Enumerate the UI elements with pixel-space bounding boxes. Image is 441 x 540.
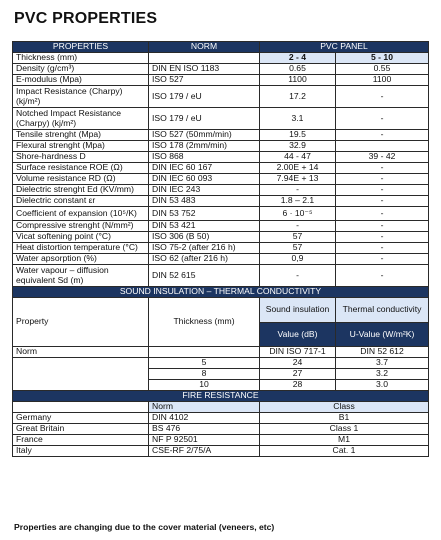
- table-row: Density (g/cm³) DIN EN ISO 1183 0.65 0.55: [13, 64, 429, 75]
- table-row: Tensile strenght (Mpa) ISO 527 (50mm/min) 19.5 -: [13, 130, 429, 141]
- table-row: Impact Resistance (Charpy) (kj/m²) ISO 179 / eU 17.2 -: [13, 86, 429, 108]
- table-row: Heat distortion temperature (°C) ISO 75-2 (after 216 h) 57 -: [13, 243, 429, 254]
- thickness-col1: 2 - 4: [260, 53, 336, 64]
- fire-class-label: Class: [260, 402, 429, 413]
- footnote: Properties are changing due to the cover material (veneers, etc): [14, 522, 275, 532]
- table-row: Coefficient of expansion (10⁵/K) DIN 53 752 6 · 10⁻⁵ -: [13, 207, 429, 221]
- thermal-conductivity-label: Thermal conductivity: [336, 298, 429, 323]
- sound-header-row: [13, 298, 429, 323]
- table-row: France NF P 92501 M1: [13, 435, 429, 446]
- table-row: Water apsorption (%) ISO 62 (after 216 h) 0,9 -: [13, 254, 429, 265]
- thermal-uvalue-label: U-Value (W/m²K): [336, 323, 429, 347]
- table-row: Vicat softening point (°C) ISO 306 (B 50) 57 -: [13, 232, 429, 243]
- table-row: 5 24 3.7: [13, 358, 429, 369]
- fire-section-header: FIRE RESISTANCE: [13, 391, 429, 402]
- sound-insulation-label: Sound insulation: [260, 298, 336, 323]
- table-row: Notched Impact Resistance (Charpy) (kj/m²) ISO 179 / eU 3.1 -: [13, 108, 429, 130]
- fire-norm-label: Norm: [149, 402, 260, 413]
- thermal-norm-value: DIN 52 612: [336, 347, 429, 358]
- table-header-row: [13, 42, 429, 53]
- thickness-row: [13, 53, 429, 64]
- header-norm: NORM: [149, 42, 260, 53]
- table-row: Flexural strenght (Mpa) ISO 178 (2mm/min) 32.9: [13, 141, 429, 152]
- table-row: Surface resistance ROE (Ω) DIN IEC 60 167 2.00E + 14 -: [13, 163, 429, 174]
- sound-property-label: Property: [13, 298, 149, 347]
- table-row: Compressive strenght (N/mm²) DIN 53 421 - -: [13, 221, 429, 232]
- page-title: PVC PROPERTIES: [14, 10, 158, 27]
- sound-section-header: SOUND INSULATION – THERMAL CONDUCTIVITY: [13, 287, 429, 298]
- table-row: Dielectric strenght Ed (KV/mm) DIN IEC 243 - -: [13, 185, 429, 196]
- table-row: Italy CSE-RF 2/75/A Cat. 1: [13, 446, 429, 457]
- thickness-label: Thickness (mm): [13, 53, 149, 64]
- sound-norm-row: [13, 347, 429, 358]
- pvc-properties-table: [12, 41, 429, 457]
- table-row: Volume resistance RD (Ω) DIN IEC 60 093 7.94E + 13 -: [13, 174, 429, 185]
- table-row: Dielectric constant εr DIN 53 483 1.8 – 2.1 -: [13, 196, 429, 207]
- table-row: Shore-hardness D ISO 868 44 - 47 39 - 42: [13, 152, 429, 163]
- fire-header-row: [13, 402, 429, 413]
- sound-norm-value: DIN ISO 717-1: [260, 347, 336, 358]
- sound-norm-label: Norm: [13, 347, 149, 358]
- table-row: 10 28 3.0: [13, 380, 429, 391]
- table-row: E-modulus (Mpa) ISO 527 1100 1100: [13, 75, 429, 86]
- table-row: 8 27 3.2: [13, 369, 429, 380]
- table-row: Great Britain BS 476 Class 1: [13, 424, 429, 435]
- table-row: Germany DIN 4102 B1: [13, 413, 429, 424]
- header-properties: PROPERTIES: [13, 42, 149, 53]
- header-pvc-panel: PVC PANEL: [260, 42, 429, 53]
- table-row: Water vapour – diffusion equivalent Sd (m) DIN 52 615 - -: [13, 265, 429, 287]
- sound-thickness-label: Thickness (mm): [149, 298, 260, 347]
- thickness-col2: 5 - 10: [336, 53, 429, 64]
- sound-value-label: Value (dB): [260, 323, 336, 347]
